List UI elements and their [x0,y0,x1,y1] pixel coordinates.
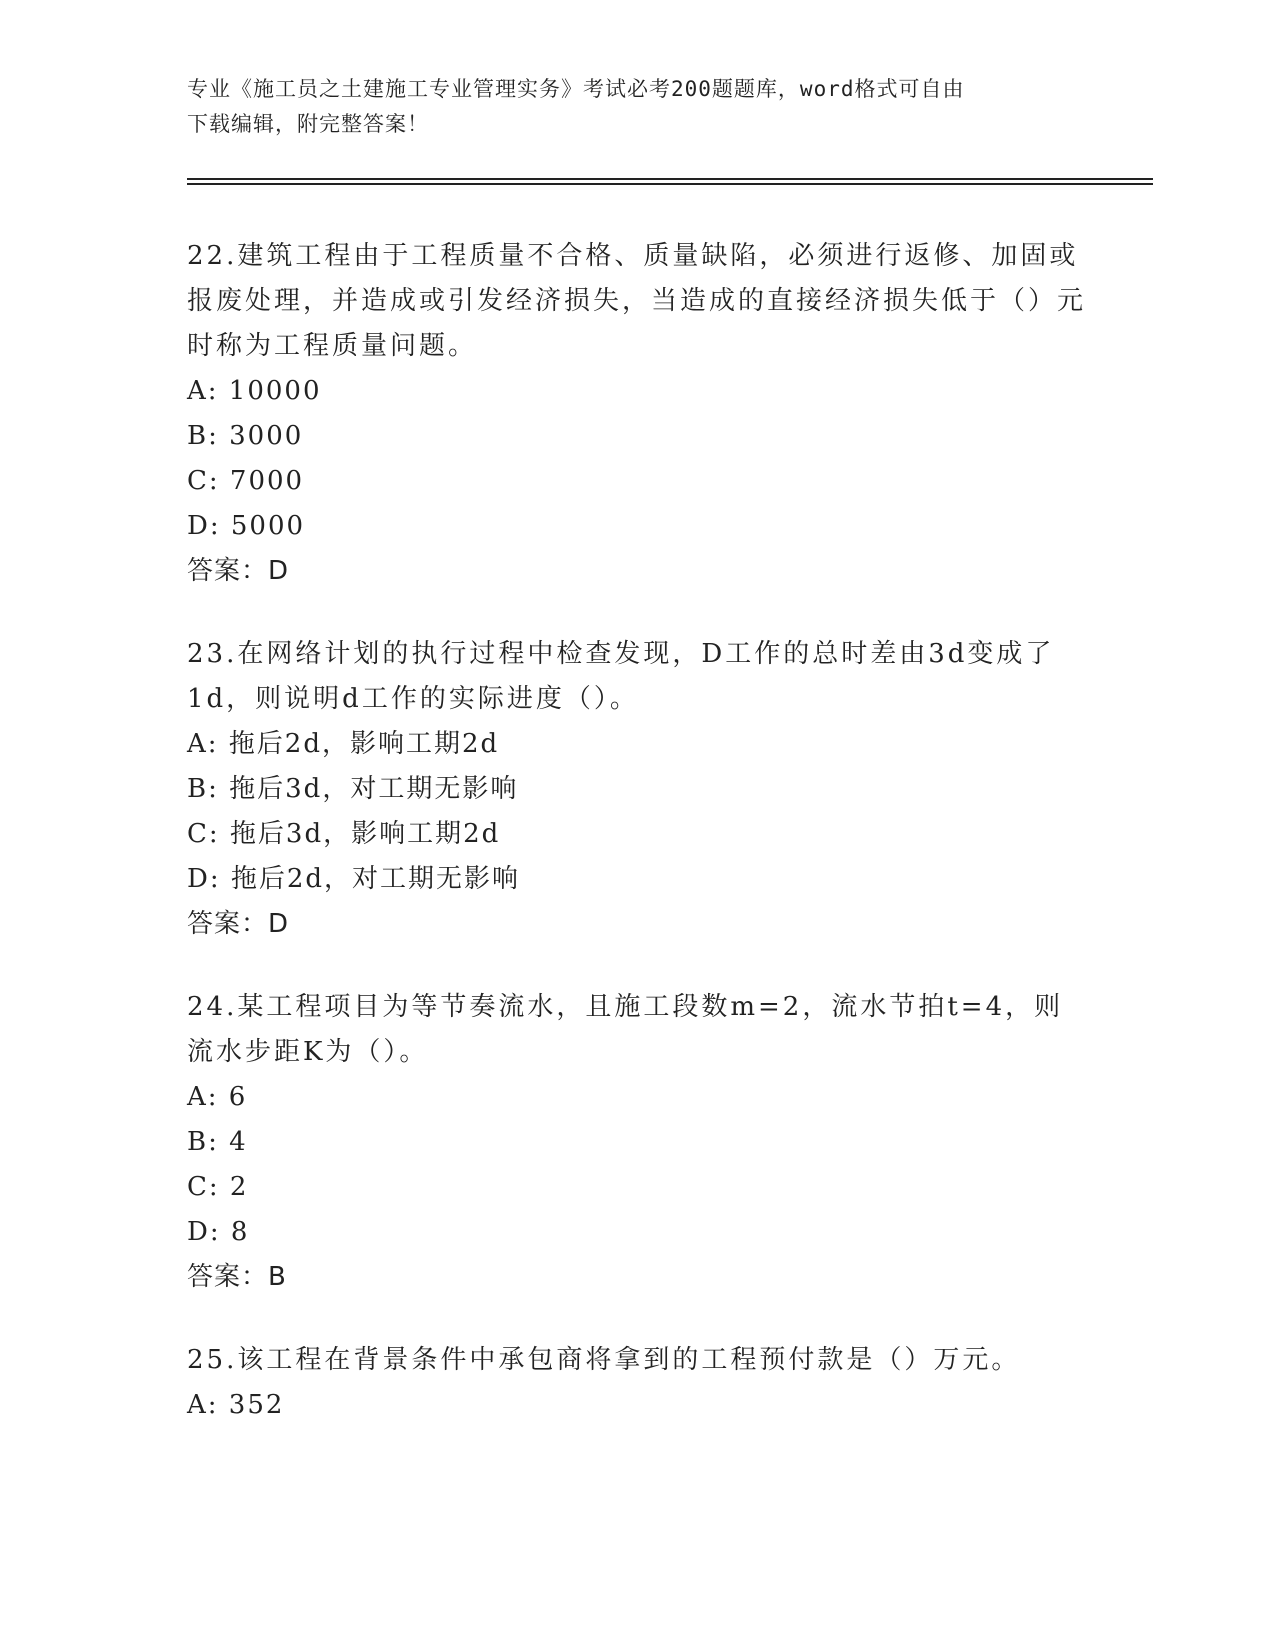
header-divider-top [187,178,1153,180]
option-b: B: 4 [187,1127,248,1157]
header-line-2: 下载编辑，附完整答案！ [187,112,429,136]
answer-line: 答案：D [187,556,290,586]
option-b: B: 拖后3d，对工期无影响 [187,774,519,804]
question-text: 22.建筑工程由于工程质量不合格、质量缺陷，必须进行返修、加固或报废处理，并造成或引发经济损失，当造成的直接经济损失低于（）元时称为工程质量问题。 [187,241,1087,361]
question-list [187,234,1087,1466]
option-a: A: 6 [187,1082,248,1112]
option-a: A: 352 [187,1390,285,1420]
header-line-1: 专业《施工员之土建施工专业管理实务》考试必考200题题库，word格式可自由 [187,77,965,101]
option-b: B: 3000 [187,421,304,451]
option-d: D: 拖后2d，对工期无影响 [187,864,521,894]
question-23 [187,632,1087,947]
option-d: D: 8 [187,1217,250,1247]
option-c: C: 拖后3d，影响工期2d [187,819,501,849]
question-24 [187,985,1087,1300]
question-text: 25.该工程在背景条件中承包商将拿到的工程预付款是（）万元。 [187,1345,1021,1375]
question-25 [187,1338,1087,1428]
option-a: A: 拖后2d，影响工期2d [187,729,500,759]
question-text: 23.在网络计划的执行过程中检查发现，D工作的总时差由3d变成了1d，则说明d工作的实际进度（）。 [187,639,1055,714]
answer-line: 答案：B [187,1262,287,1292]
option-c: C: 7000 [187,466,305,496]
option-a: A: 10000 [187,376,322,406]
option-d: D: 5000 [187,511,306,541]
question-22 [187,234,1087,594]
question-text: 24.某工程项目为等节奏流水，且施工段数m=2，流水节拍t=4，则流水步距K为（）。 [187,992,1064,1067]
document-header [187,72,1087,142]
option-c: C: 2 [187,1172,249,1202]
answer-line: 答案：D [187,909,290,939]
header-divider-bottom [187,183,1153,185]
